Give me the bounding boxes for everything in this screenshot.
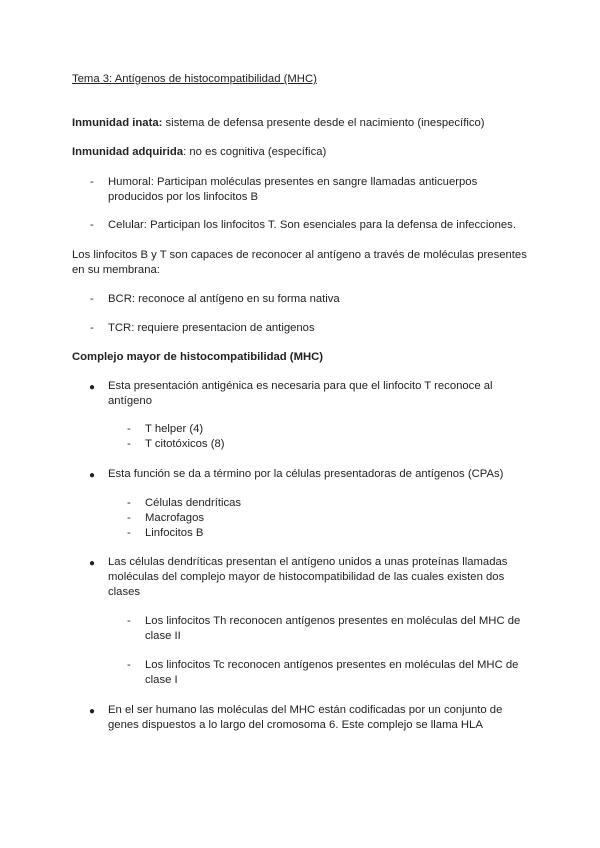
acquired-immunity-paragraph — [72, 145, 326, 160]
sub-item-tc-line2: clase I — [145, 674, 178, 686]
list-dash: - — [127, 423, 131, 435]
list-dash: - — [127, 527, 131, 539]
sub-item-celulas-dendriticas: Células dendríticas — [145, 497, 242, 509]
list-dash: - — [127, 615, 131, 627]
list-item-humoral-line2: producidos por los linfocitos B — [108, 191, 259, 203]
mhc-point-4-line1: En el ser humano las moléculas del MHC están codificadas por un conjunto de — [108, 704, 503, 716]
sub-item-th-line2: clase II — [145, 630, 181, 642]
sub-item-tc-line1: Los linfocitos Tc reconocen antígenos presentes en moléculas del MHC de — [145, 659, 519, 671]
sub-item-macrofagos: Macrofagos — [145, 512, 205, 524]
bullet-icon: ● — [89, 470, 96, 481]
bullet-icon: ● — [89, 558, 96, 569]
section-heading-mhc: Complejo mayor de histocompatibilidad (MHC) — [72, 351, 324, 363]
list-dash: - — [127, 512, 131, 524]
sub-item-t-citotoxicos: T citotóxicos (8) — [145, 438, 225, 450]
sub-item-linfocitos-b: Linfocitos B — [145, 527, 204, 539]
sub-item-t-helper: T helper (4) — [145, 423, 204, 435]
list-dash: - — [127, 497, 131, 509]
mhc-point-1-line1: Esta presentación antigénica es necesaria para que el linfocito T reconoce al — [108, 380, 493, 392]
list-item-bcr: BCR: reconoce al antígeno en su forma nativa — [108, 293, 340, 305]
list-dash: - — [127, 438, 131, 450]
acquired-immunity-label: Inmunidad adquirida — [72, 146, 184, 158]
mhc-point-2-line1: Esta función se da a término por la células presentadoras de antígenos (CPAs) — [108, 468, 504, 480]
mhc-point-3-line3: clases — [108, 586, 141, 598]
sub-item-th-line1: Los linfocitos Th reconocen antígenos presentes en moléculas del MHC de — [145, 615, 521, 627]
list-dash: - — [90, 293, 94, 305]
receptors-intro-line2: en su membrana: — [72, 264, 160, 276]
mhc-point-3-line1: Las células dendríticas presentan el antígeno unidos a unas proteínas llamadas — [108, 556, 508, 568]
list-dash: - — [90, 176, 94, 188]
list-item-tcr: TCR: requiere presentacion de antigenos — [108, 322, 315, 334]
innate-immunity-paragraph — [72, 116, 485, 131]
mhc-point-1-line2: antígeno — [108, 395, 152, 407]
list-item-celular: Celular: Participan los linfocitos T. Son esenciales para la defensa de infecciones. — [108, 219, 516, 231]
mhc-point-3-line2: moléculas del complejo mayor de histocompatibilidad de las cuales existen dos — [108, 571, 505, 583]
bullet-icon: ● — [89, 382, 96, 393]
mhc-point-4-line2: genes dispuestos a lo largo del cromosoma 6. Este complejo se llama HLA — [108, 719, 483, 731]
document-title: Tema 3: Antígenos de histocompatibilidad (MHC) — [72, 73, 317, 85]
list-dash: - — [127, 659, 131, 671]
list-dash: - — [90, 219, 94, 231]
list-dash: - — [90, 322, 94, 334]
list-item-humoral-line1: Humoral: Participan moléculas presentes en sangre llamadas anticuerpos — [108, 176, 478, 188]
innate-immunity-text: sistema de defensa presente desde el nacimiento (inespecífico) — [162, 117, 485, 129]
receptors-intro-line1: Los linfocitos B y T son capaces de reconocer al antígeno a través de moléculas presentes — [72, 249, 527, 261]
bullet-icon: ● — [89, 706, 96, 717]
innate-immunity-label: Inmunidad inata: — [72, 117, 163, 129]
acquired-immunity-text: : no es cognitiva (específica) — [183, 146, 327, 158]
